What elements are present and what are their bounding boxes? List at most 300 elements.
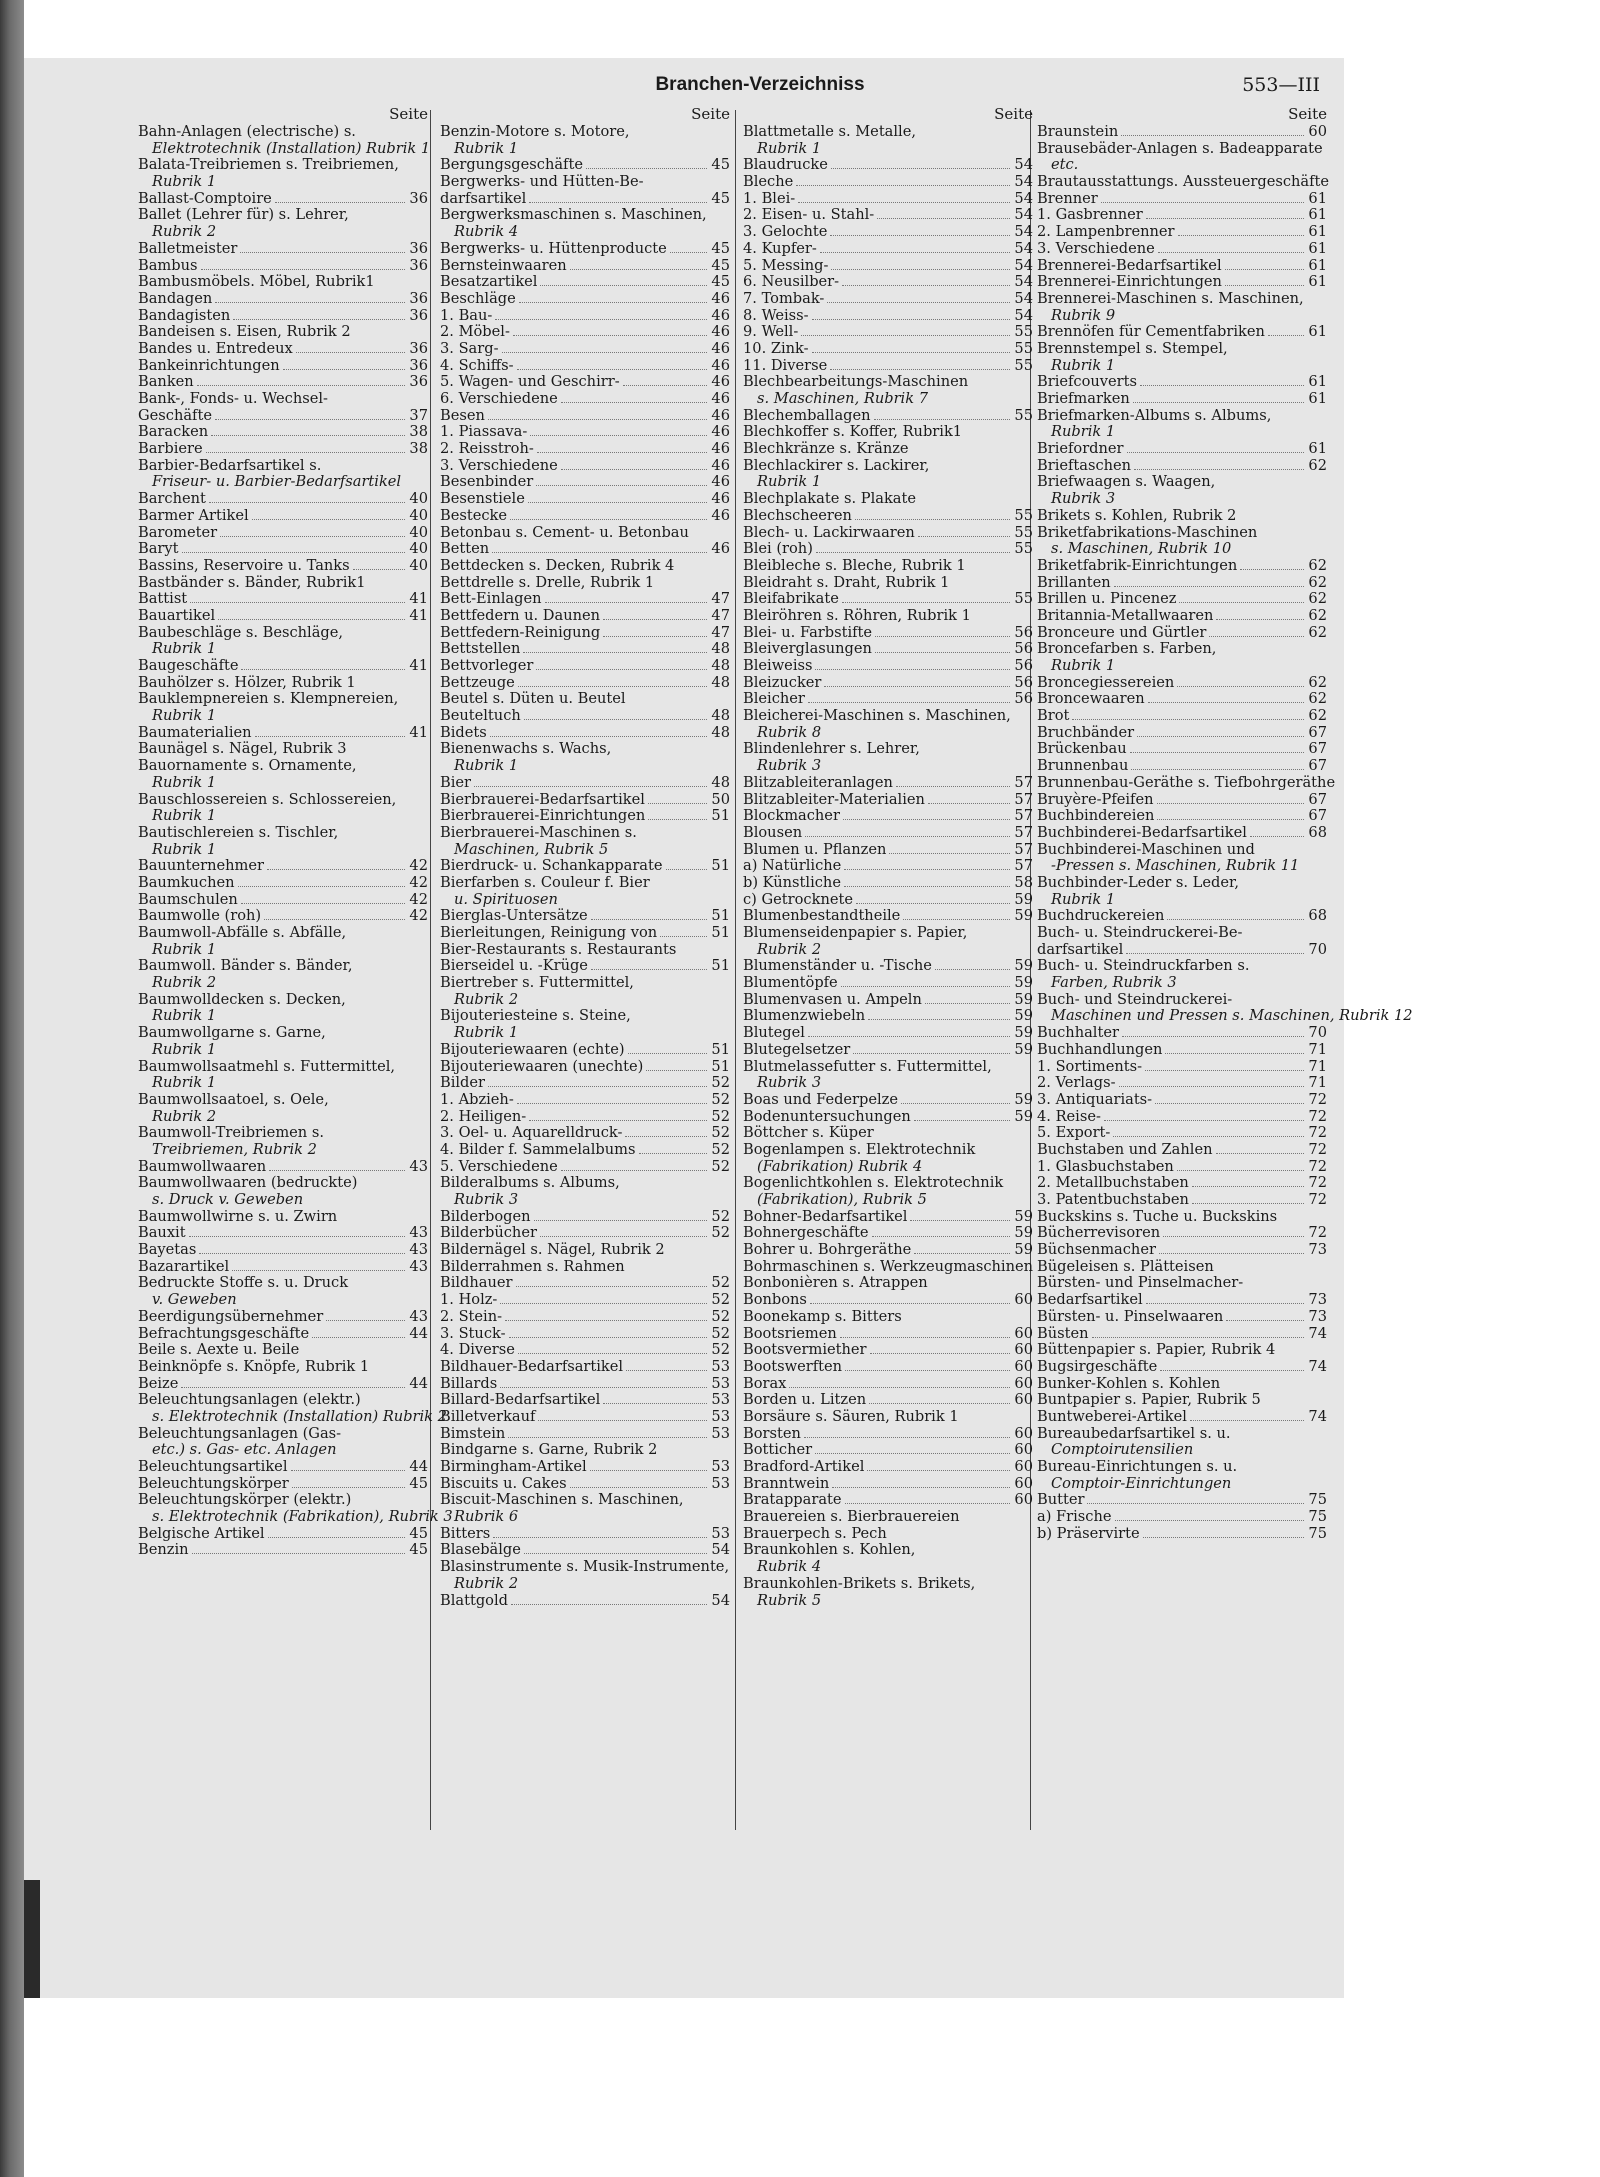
leader-dots bbox=[626, 1370, 707, 1371]
index-entry bbox=[1037, 1209, 1327, 1226]
index-entry bbox=[1037, 990, 1413, 1025]
entry-page: 55 bbox=[1014, 339, 1033, 357]
entry-text: 4. Schiffs- bbox=[440, 356, 514, 374]
leader-dots bbox=[1177, 686, 1304, 687]
leader-dots bbox=[540, 285, 707, 286]
leader-dots bbox=[209, 502, 405, 503]
entry-text: Bank-, Fonds- u. Wechsel- bbox=[138, 390, 328, 407]
entry-text: Baryt bbox=[138, 540, 179, 558]
leader-dots bbox=[804, 1437, 1010, 1438]
entry-text: Baumschulen bbox=[138, 890, 238, 908]
entry-text: Blumentöpfe bbox=[743, 974, 838, 992]
leader-dots bbox=[1131, 769, 1304, 770]
index-column-1 bbox=[138, 105, 453, 1559]
leader-dots bbox=[1133, 402, 1304, 403]
entry-page: 36 bbox=[409, 373, 428, 391]
entry-page: 60 bbox=[1014, 1374, 1033, 1392]
index-entry bbox=[138, 1209, 428, 1226]
leader-dots bbox=[901, 1103, 1010, 1104]
index-entry bbox=[1037, 191, 1327, 208]
entry-text: Bindgarne s. Garne, Rubrik 2 bbox=[440, 1441, 658, 1459]
index-entry bbox=[1037, 241, 1327, 258]
entry-continuation: Rubrik 1 bbox=[1051, 657, 1116, 674]
entry-page: 59 bbox=[1014, 1107, 1033, 1125]
leader-dots bbox=[275, 202, 405, 203]
index-entry bbox=[440, 975, 730, 1008]
leader-dots bbox=[1134, 469, 1304, 470]
entry-text: Bootswerften bbox=[743, 1357, 843, 1375]
entry-text: Beleuchtungskörper (elektr.) bbox=[138, 1491, 352, 1509]
entry-text: Brennstempel s. Stempel, bbox=[1037, 339, 1228, 357]
index-entry bbox=[440, 1159, 730, 1176]
index-entry bbox=[440, 1242, 730, 1259]
entry-page: 52 bbox=[711, 1074, 730, 1092]
index-entry bbox=[1037, 1225, 1327, 1242]
entry-text: Baumaterialien bbox=[138, 723, 252, 741]
entry-text: 3. Verschiedene bbox=[1037, 239, 1155, 257]
index-entry bbox=[138, 1459, 428, 1476]
leader-dots bbox=[1143, 1537, 1304, 1538]
leader-dots bbox=[513, 335, 707, 336]
index-entry bbox=[138, 892, 428, 909]
leader-dots bbox=[540, 1236, 707, 1237]
leader-dots bbox=[201, 269, 406, 270]
leader-dots bbox=[816, 552, 1010, 553]
leader-dots bbox=[914, 1120, 1010, 1121]
entry-text: Befrachtungsgeschäfte bbox=[138, 1324, 310, 1342]
entry-page: 59 bbox=[1014, 1241, 1033, 1259]
index-entry bbox=[1037, 1259, 1327, 1276]
entry-continuation: Rubrik 1 bbox=[152, 1040, 217, 1058]
leader-dots bbox=[808, 1036, 1010, 1037]
index-entry bbox=[1037, 1492, 1327, 1509]
entry-text: Baumwoll-Treibriemen s. bbox=[138, 1124, 324, 1142]
entry-text: Bleidraht s. Draht, Rubrik 1 bbox=[743, 573, 950, 591]
index-entry bbox=[743, 1576, 1033, 1609]
entry-page: 56 bbox=[1014, 690, 1033, 708]
entry-continuation: Rubrik 1 bbox=[1051, 423, 1116, 441]
entry-page: 58 bbox=[1014, 873, 1033, 891]
entry-continuation: u. Spirituosen bbox=[454, 890, 558, 908]
index-entry bbox=[743, 1259, 1033, 1276]
leader-dots bbox=[844, 886, 1010, 887]
index-entry bbox=[440, 1593, 730, 1610]
entry-page: 45 bbox=[711, 239, 730, 257]
entry-page: 57 bbox=[1014, 823, 1033, 841]
leader-dots bbox=[1115, 1520, 1304, 1521]
entry-text: Bilderbogen bbox=[440, 1207, 531, 1225]
entry-text: Barbier-Bedarfsartikel s. bbox=[138, 456, 322, 474]
entry-text: Beleuchtungsanlagen (Gas- bbox=[138, 1424, 342, 1442]
entry-text: Bohnergeschäfte bbox=[743, 1224, 869, 1242]
index-entry bbox=[743, 1326, 1033, 1343]
entry-page: 46 bbox=[711, 373, 730, 391]
index-entry bbox=[1037, 875, 1327, 908]
entry-text: Blechscheeren bbox=[743, 506, 852, 524]
entry-text: Blechkoffer s. Koffer, Rubrik1 bbox=[743, 423, 963, 441]
index-entry bbox=[743, 808, 1033, 825]
entry-text: Bleizucker bbox=[743, 673, 822, 691]
index-entry bbox=[1037, 1125, 1327, 1142]
leader-dots bbox=[591, 919, 707, 920]
index-entry bbox=[138, 274, 428, 291]
entry-page: 52 bbox=[711, 1207, 730, 1225]
index-entry bbox=[1037, 324, 1327, 341]
leader-dots bbox=[648, 803, 707, 804]
index-entry bbox=[440, 1008, 730, 1041]
entry-text: 3. Verschiedene bbox=[440, 456, 558, 474]
entry-page: 47 bbox=[711, 590, 730, 608]
index-entry bbox=[440, 641, 730, 658]
entry-page: 56 bbox=[1014, 640, 1033, 658]
entry-page: 59 bbox=[1014, 1024, 1033, 1042]
index-entry bbox=[138, 741, 428, 758]
leader-dots bbox=[841, 986, 1010, 987]
entry-text: Buchhalter bbox=[1037, 1024, 1119, 1042]
index-entry bbox=[743, 775, 1033, 792]
entry-text: Baumwolle (roh) bbox=[138, 907, 262, 925]
entry-text: 3. Gelochte bbox=[743, 223, 828, 241]
entry-page: 61 bbox=[1308, 390, 1327, 407]
entry-text: Buchdruckereien bbox=[1037, 907, 1165, 925]
entry-text: Bettdrelle s. Drelle, Rubrik 1 bbox=[440, 573, 655, 591]
entry-page: 46 bbox=[711, 506, 730, 524]
entry-text: Beleuchtungsanlagen (elektr.) bbox=[138, 1391, 361, 1409]
entry-page: 52 bbox=[711, 1157, 730, 1175]
index-entry bbox=[743, 207, 1033, 224]
index-entry bbox=[138, 441, 428, 458]
index-entry bbox=[1037, 1175, 1327, 1192]
index-entry bbox=[1037, 1409, 1327, 1426]
index-entry bbox=[138, 925, 428, 958]
entry-text: Buchbinderei-Maschinen und bbox=[1037, 840, 1255, 858]
entry-page: 45 bbox=[409, 1474, 428, 1492]
entry-text: Blattgold bbox=[440, 1591, 508, 1609]
entry-text: Briefmarken-Albums s. Albums, bbox=[1037, 406, 1272, 424]
leader-dots bbox=[639, 1153, 708, 1154]
entry-text: 2. Metallbuchstaben bbox=[1037, 1174, 1189, 1192]
index-entry bbox=[1037, 773, 1336, 792]
leader-dots bbox=[670, 252, 707, 253]
entry-page: 46 bbox=[711, 289, 730, 307]
index-entry bbox=[743, 608, 1033, 625]
entry-text: Banken bbox=[138, 373, 194, 391]
entry-text: Bürsten- und Pinselmacher- bbox=[1037, 1274, 1244, 1292]
index-entry bbox=[1037, 1109, 1327, 1126]
entry-continuation: s. Elektrotechnik (Fabrikation), Rubrik 3 bbox=[152, 1508, 453, 1526]
entry-page: 47 bbox=[711, 623, 730, 641]
entry-text: Blaudrucke bbox=[743, 156, 828, 174]
entry-text: Bonbonièren s. Atrappen bbox=[743, 1274, 928, 1292]
entry-text: Barchent bbox=[138, 490, 206, 508]
entry-continuation: Rubrik 1 bbox=[152, 1007, 217, 1025]
index-entry bbox=[743, 291, 1033, 308]
entry-text: Bilderalbums s. Albums, bbox=[440, 1174, 620, 1192]
entry-continuation: (Fabrikation) Rubrik 4 bbox=[757, 1157, 923, 1175]
entry-continuation: Comptoirutensilien bbox=[1051, 1441, 1194, 1459]
index-entry bbox=[440, 875, 730, 908]
leader-dots bbox=[495, 319, 707, 320]
leader-dots bbox=[233, 319, 405, 320]
index-entry bbox=[138, 1025, 428, 1058]
index-entry bbox=[743, 508, 1033, 525]
seite-header: Seite bbox=[994, 105, 1033, 123]
entry-page: 44 bbox=[409, 1458, 428, 1475]
index-entry bbox=[1037, 1275, 1327, 1292]
entry-text: Borden u. Litzen bbox=[743, 1391, 867, 1409]
entry-text: Bauunternehmer bbox=[138, 857, 264, 875]
entry-text: 2. Verlags- bbox=[1037, 1074, 1116, 1092]
leader-dots bbox=[603, 636, 707, 637]
leader-dots bbox=[648, 819, 707, 820]
entry-text: 2. Stein- bbox=[440, 1307, 503, 1325]
entry-text: Briefordner bbox=[1037, 440, 1124, 458]
entry-text: Bleiverglasungen bbox=[743, 640, 872, 658]
index-entry bbox=[138, 1242, 428, 1259]
leader-dots bbox=[1160, 1370, 1304, 1371]
index-entry bbox=[440, 525, 730, 542]
index-entry bbox=[138, 675, 428, 692]
entry-page: 55 bbox=[1014, 506, 1033, 524]
index-entry bbox=[1037, 725, 1327, 742]
entry-text: Bahn-Anlagen (electrische) s. bbox=[138, 123, 356, 140]
entry-page: 54 bbox=[1014, 273, 1033, 291]
leader-dots bbox=[867, 1470, 1010, 1471]
index-entry bbox=[743, 458, 1033, 491]
entry-text: Blitzableiter-Materialien bbox=[743, 790, 925, 808]
entry-text: 3. Stuck- bbox=[440, 1324, 506, 1342]
index-entry bbox=[440, 408, 730, 425]
leader-dots bbox=[524, 719, 707, 720]
entry-continuation: Rubrik 5 bbox=[757, 1591, 822, 1609]
entry-page: 50 bbox=[711, 790, 730, 808]
entry-page: 56 bbox=[1014, 657, 1033, 674]
entry-page: 41 bbox=[409, 657, 428, 674]
entry-text: Brückenbau bbox=[1037, 740, 1127, 758]
index-entry bbox=[743, 308, 1033, 325]
leader-dots bbox=[1122, 1036, 1304, 1037]
entry-text: Blechplakate s. Plakate bbox=[743, 490, 916, 508]
index-entry bbox=[1037, 1376, 1327, 1393]
leader-dots bbox=[530, 435, 707, 436]
entry-text: Baugeschäfte bbox=[138, 657, 239, 674]
leader-dots bbox=[232, 1270, 405, 1271]
entry-page: 54 bbox=[1014, 173, 1033, 191]
entry-text: Baumwollsaatmehl s. Futtermittel, bbox=[138, 1057, 396, 1075]
entry-continuation: etc.) s. Gas- etc. Anlagen bbox=[152, 1441, 337, 1459]
entry-page: 59 bbox=[1014, 1007, 1033, 1025]
entry-text: Baumwollwaaren (bedruckte) bbox=[138, 1174, 358, 1192]
leader-dots bbox=[842, 602, 1010, 603]
entry-text: Bradford-Artikel bbox=[743, 1458, 865, 1475]
index-entry bbox=[440, 1492, 730, 1525]
index-entry bbox=[440, 1526, 730, 1543]
leader-dots bbox=[1225, 269, 1304, 270]
index-entry bbox=[1037, 341, 1327, 374]
entry-text: Briketfabrik-Einrichtungen bbox=[1037, 556, 1238, 574]
entry-page: 38 bbox=[409, 423, 428, 441]
entry-text: Biertreber s. Futtermittel, bbox=[440, 974, 634, 992]
index-entry bbox=[440, 1342, 730, 1359]
entry-text: Brauereien s. Bierbrauereien bbox=[743, 1508, 960, 1526]
leader-dots bbox=[518, 686, 707, 687]
entry-text: 1. Holz- bbox=[440, 1291, 498, 1309]
entry-continuation: Rubrik 4 bbox=[757, 1558, 822, 1576]
entry-continuation: Rubrik 1 bbox=[1051, 890, 1116, 908]
entry-text: Bernsteinwaaren bbox=[440, 256, 567, 274]
index-entry bbox=[440, 241, 730, 258]
leader-dots bbox=[869, 1403, 1010, 1404]
index-entry bbox=[743, 1225, 1033, 1242]
entry-text: Brennerei-Einrichtungen bbox=[1037, 273, 1222, 291]
entry-text: 2. Heiligen- bbox=[440, 1107, 527, 1125]
entry-page: 48 bbox=[711, 723, 730, 741]
entry-page: 52 bbox=[711, 1341, 730, 1359]
leader-dots bbox=[524, 1553, 707, 1554]
index-entry bbox=[1037, 1075, 1327, 1092]
entry-page: 43 bbox=[409, 1157, 428, 1175]
entry-text: Bijouteriesteine s. Steine, bbox=[440, 1007, 631, 1025]
leader-dots bbox=[536, 485, 707, 486]
entry-text: Brikets s. Kohlen, Rubrik 2 bbox=[1037, 506, 1237, 524]
entry-page: 52 bbox=[711, 1124, 730, 1142]
index-entry bbox=[1037, 1459, 1327, 1492]
entry-continuation: Rubrik 1 bbox=[454, 757, 519, 775]
index-entry bbox=[743, 975, 1033, 992]
entry-page: 52 bbox=[711, 1107, 730, 1125]
leader-dots bbox=[283, 369, 405, 370]
entry-continuation: Friseur- u. Barbier-Bedarfsartikel bbox=[152, 473, 402, 491]
entry-page: 61 bbox=[1308, 223, 1327, 241]
entry-continuation: Rubrik 3 bbox=[757, 1074, 822, 1092]
index-entry bbox=[440, 474, 730, 491]
entry-text: Blousen bbox=[743, 823, 803, 841]
index-entry bbox=[743, 1526, 1033, 1543]
leader-dots bbox=[218, 619, 405, 620]
entry-page: 71 bbox=[1308, 1074, 1327, 1092]
entry-continuation: Rubrik 1 bbox=[757, 473, 822, 491]
entry-text: Briefcouverts bbox=[1037, 373, 1137, 391]
index-entry bbox=[440, 1409, 730, 1426]
entry-page: 46 bbox=[711, 423, 730, 441]
leader-dots bbox=[855, 519, 1010, 520]
entry-page: 62 bbox=[1308, 590, 1327, 608]
leader-dots bbox=[505, 1320, 707, 1321]
leader-dots bbox=[1127, 452, 1304, 453]
entry-text: Bügeleisen s. Plätteisen bbox=[1037, 1257, 1214, 1275]
index-entry bbox=[743, 174, 1033, 191]
entry-text: Blechemballagen bbox=[743, 406, 871, 424]
entry-text: Barmer Artikel bbox=[138, 506, 249, 524]
entry-page: 62 bbox=[1308, 673, 1327, 691]
leader-dots bbox=[291, 1470, 406, 1471]
entry-text: Beschläge bbox=[440, 289, 516, 307]
entry-page: 43 bbox=[409, 1241, 428, 1259]
index-entry bbox=[1037, 792, 1327, 809]
leader-dots bbox=[199, 1253, 405, 1254]
entry-text: Blechlackirer s. Lackirer, bbox=[743, 456, 930, 474]
leader-dots bbox=[853, 1053, 1010, 1054]
leader-dots bbox=[831, 269, 1010, 270]
entry-page: 52 bbox=[711, 1324, 730, 1342]
index-entry bbox=[743, 741, 1033, 774]
index-entry bbox=[138, 408, 428, 425]
entry-page: 67 bbox=[1308, 790, 1327, 808]
entry-text: Baumwollwirne s. u. Zwirn bbox=[138, 1207, 338, 1225]
index-entry bbox=[138, 157, 428, 190]
entry-text: Bierbrauerei-Maschinen s. bbox=[440, 823, 637, 841]
entry-text: Buchbinder-Leder s. Leder, bbox=[1037, 873, 1239, 891]
entry-text: Baumwollgarne s. Garne, bbox=[138, 1024, 326, 1042]
leader-dots bbox=[192, 1553, 405, 1554]
entry-page: 61 bbox=[1308, 373, 1327, 391]
index-entry bbox=[138, 1491, 453, 1526]
leader-dots bbox=[1157, 819, 1304, 820]
index-entry bbox=[138, 1426, 428, 1459]
entry-page: 62 bbox=[1308, 573, 1327, 591]
entry-page: 52 bbox=[711, 1274, 730, 1292]
entry-text: Büchsenmacher bbox=[1037, 1241, 1156, 1259]
leader-dots bbox=[296, 352, 405, 353]
leader-dots bbox=[877, 218, 1010, 219]
entry-text: Bienenwachs s. Wachs, bbox=[440, 740, 612, 758]
entry-text: a) Natürliche bbox=[743, 857, 842, 875]
index-entry bbox=[138, 308, 428, 325]
entry-text: Bratapparate bbox=[743, 1491, 842, 1509]
index-entry bbox=[743, 675, 1033, 692]
index-entry bbox=[440, 1225, 730, 1242]
entry-page: 72 bbox=[1308, 1191, 1327, 1208]
index-entry bbox=[440, 691, 730, 708]
entry-continuation: Rubrik 3 bbox=[1051, 490, 1116, 508]
leader-dots bbox=[1177, 1170, 1304, 1171]
entry-page: 36 bbox=[409, 306, 428, 324]
index-entry bbox=[440, 1309, 730, 1326]
entry-page: 42 bbox=[409, 907, 428, 925]
index-entry bbox=[440, 1392, 730, 1409]
entry-continuation: Rubrik 2 bbox=[152, 1107, 217, 1125]
entry-text: Bauornamente s. Ornamente, bbox=[138, 757, 357, 775]
entry-text: 1. Blei- bbox=[743, 189, 796, 207]
entry-page: 72 bbox=[1308, 1174, 1327, 1192]
entry-text: Balletmeister bbox=[138, 239, 238, 257]
entry-text: Bohrer u. Bohrgeräthe bbox=[743, 1241, 912, 1259]
index-entry bbox=[1037, 124, 1327, 141]
entry-page: 60 bbox=[1014, 1474, 1033, 1492]
entry-text: Besenbinder bbox=[440, 473, 534, 491]
entry-page: 57 bbox=[1014, 807, 1033, 825]
entry-page: 41 bbox=[409, 723, 428, 741]
index-entry bbox=[138, 1342, 428, 1359]
index-entry bbox=[1037, 908, 1327, 925]
entry-text: 1. Gasbrenner bbox=[1037, 206, 1143, 224]
leader-dots bbox=[831, 168, 1010, 169]
leader-dots bbox=[586, 168, 707, 169]
entry-text: Braunkohlen-Brikets s. Brikets, bbox=[743, 1574, 976, 1592]
entry-text: Bazarartikel bbox=[138, 1257, 230, 1275]
entry-page: 42 bbox=[409, 890, 428, 908]
leader-dots bbox=[820, 252, 1010, 253]
entry-text: Brunnenbau bbox=[1037, 757, 1129, 775]
entry-text: Bierfarben s. Couleur f. Bier bbox=[440, 873, 650, 891]
page-title: Branchen-Verzeichniss bbox=[655, 74, 865, 95]
index-entry bbox=[743, 1309, 1033, 1326]
entry-page: 51 bbox=[711, 957, 730, 975]
index-entry bbox=[743, 908, 1033, 925]
index-entry bbox=[440, 1476, 730, 1493]
entry-page: 46 bbox=[711, 339, 730, 357]
index-entry bbox=[138, 1359, 428, 1376]
